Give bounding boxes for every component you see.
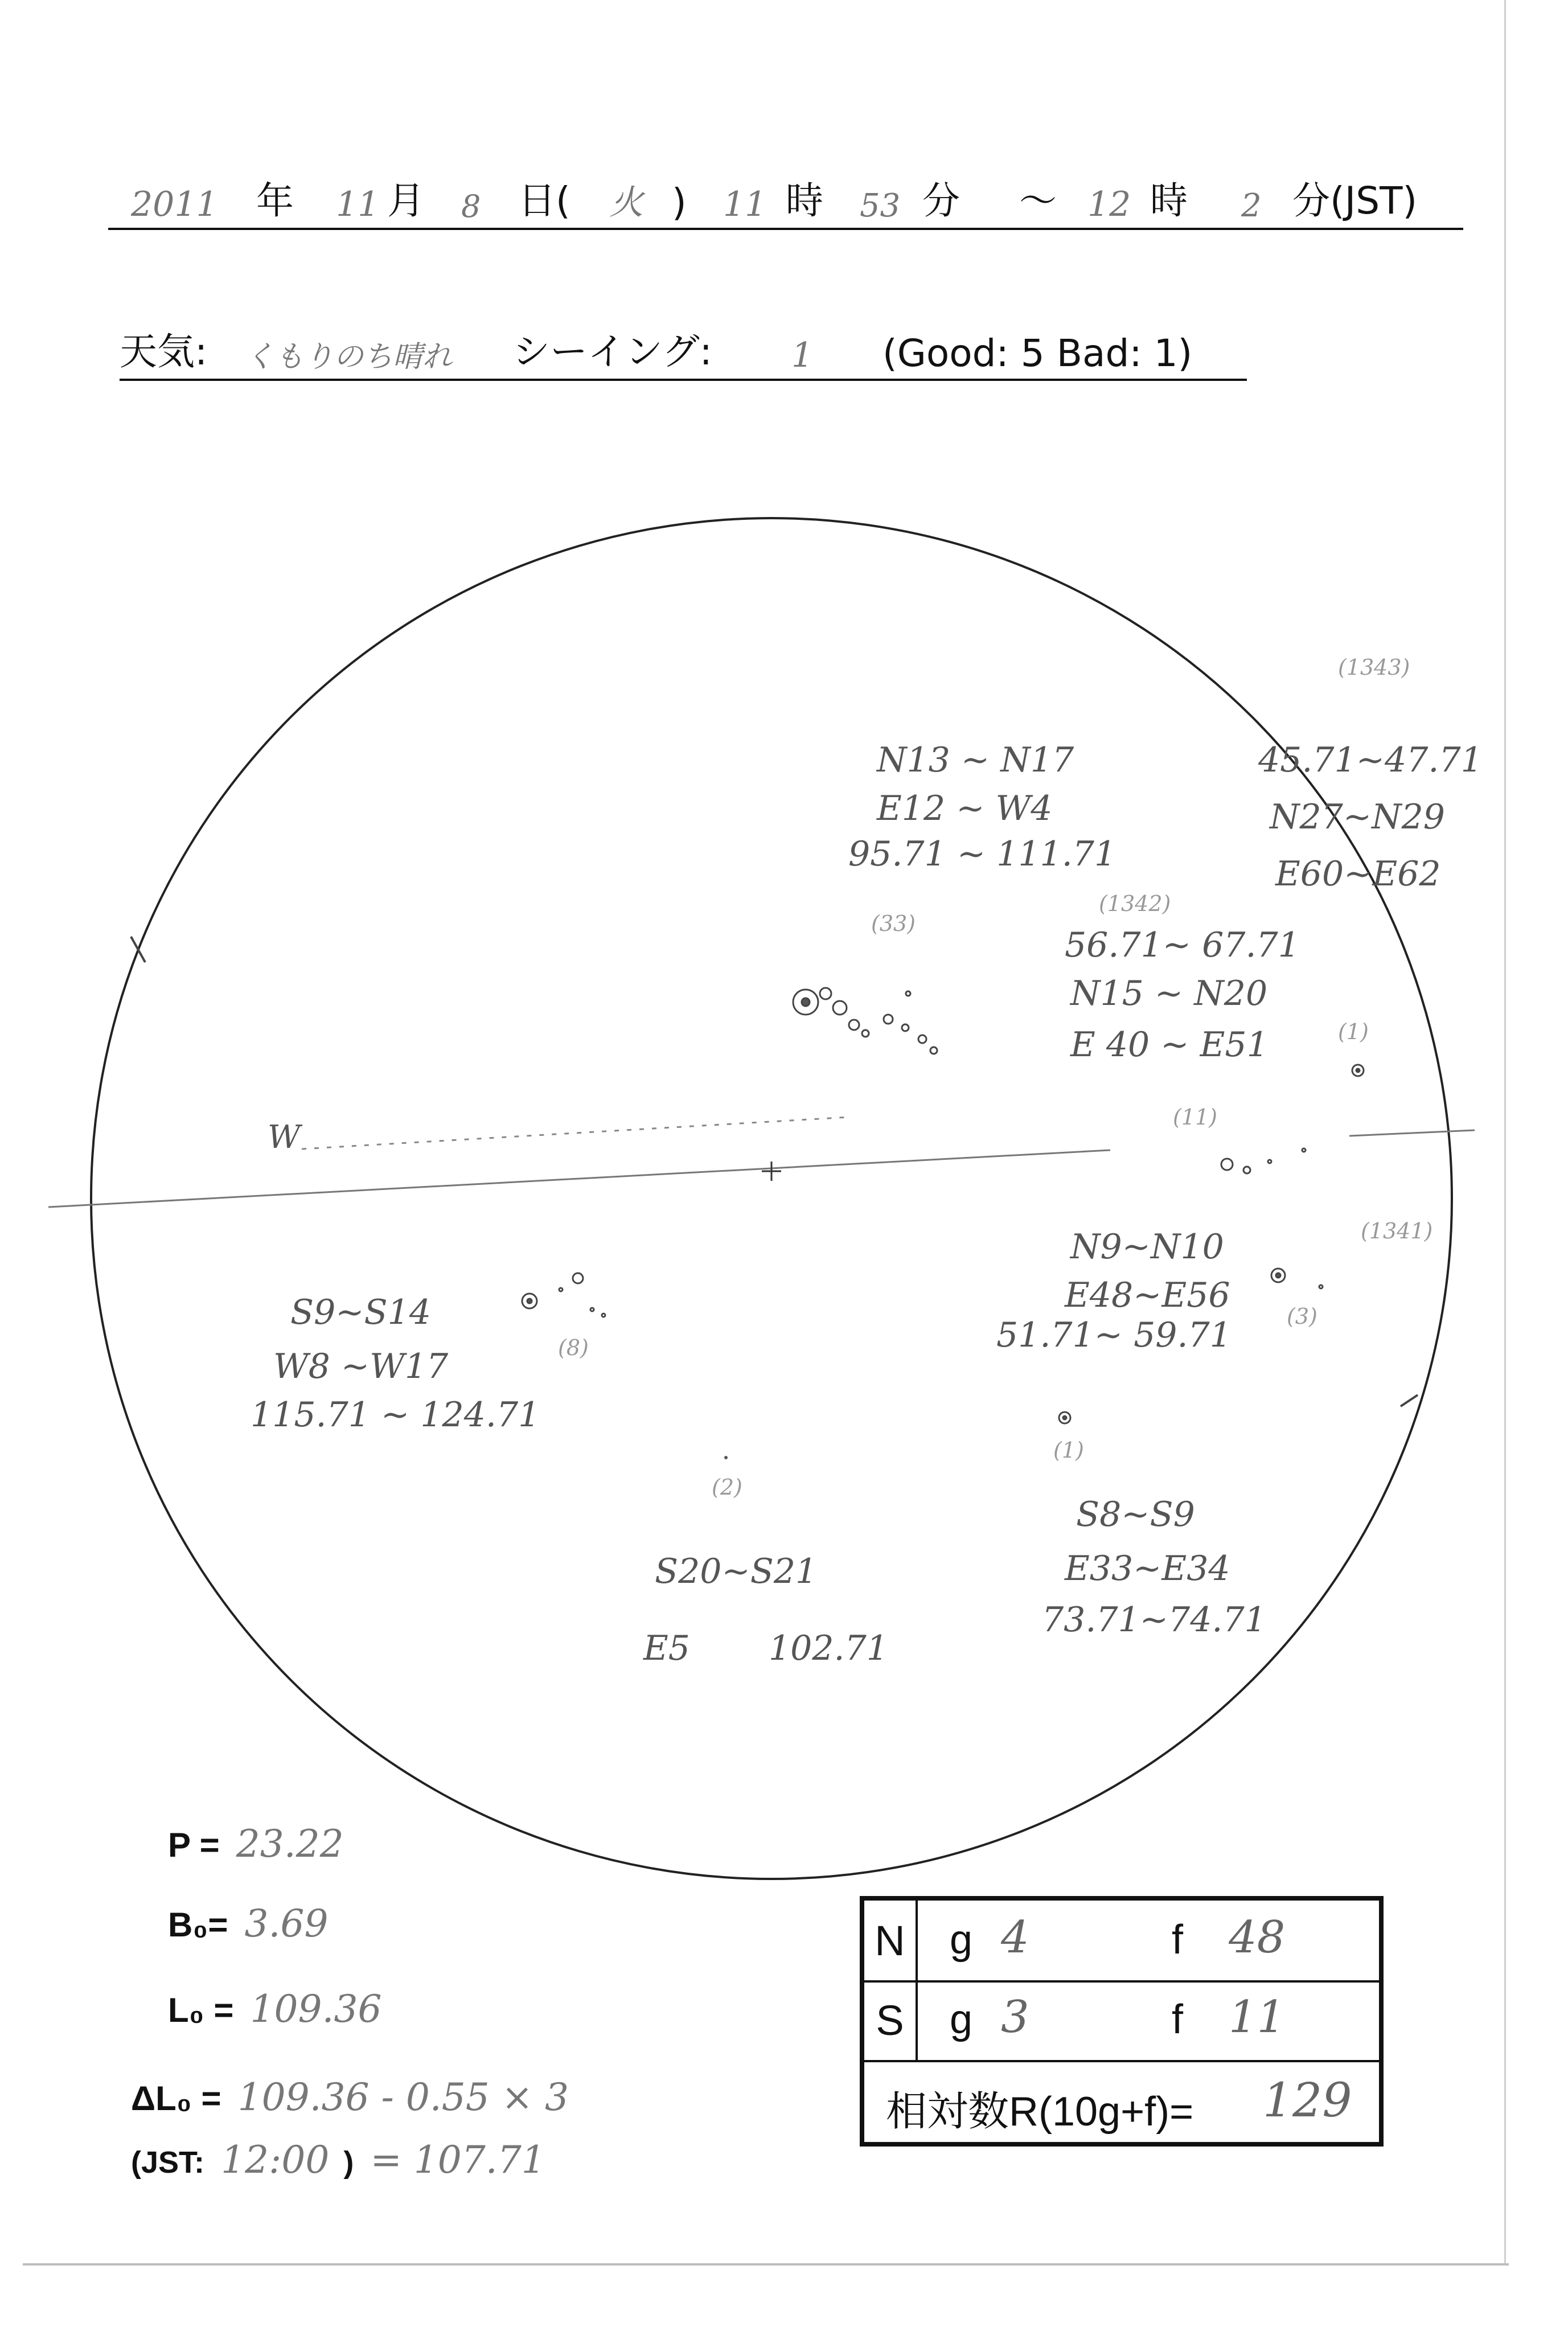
b0-value: 3.69 (244, 1902, 329, 1946)
group-latitude: N13 ~ N17 (877, 740, 1074, 780)
south-row (864, 1980, 1379, 2062)
l0-row (168, 1987, 381, 2031)
group-spot-count: (8) (558, 1335, 589, 1360)
b0-label: B₀= (168, 1906, 228, 1944)
group-carrington: 102.71 (769, 1628, 888, 1668)
group-carrington: 95.71 ~ 111.71 (848, 834, 1117, 874)
group-longitude: E12 ~ W4 (877, 789, 1053, 828)
sunspot-group (1221, 1148, 1306, 1173)
group-number: (1342) (1099, 891, 1171, 916)
group-longitude: W8 ~W17 (273, 1347, 449, 1386)
group-carrington: 56.71~ 67.71 (1065, 925, 1300, 965)
p-angle-label: P = (168, 1826, 220, 1864)
group-longitude: E33~E34 (1065, 1549, 1230, 1589)
solar-disk-outline (91, 518, 1452, 1879)
sunspot-group (522, 1273, 605, 1317)
weekday-close: ) (672, 180, 687, 224)
group-spot-count: (1) (1338, 1019, 1369, 1044)
start-minute-value: 53 (860, 187, 901, 224)
group-latitude: N15 ~ N20 (1070, 974, 1268, 1013)
start-minute-unit: 分 (922, 179, 960, 223)
weather-value: くもりのち晴れ (245, 340, 453, 374)
relative-number-row (864, 2060, 1379, 2142)
l0-value: 109.36 (250, 1987, 382, 2031)
l0-label: L₀ = (168, 1991, 234, 2029)
group-latitude: N9~N10 (1070, 1227, 1224, 1267)
end-hour-unit: 時 (1150, 179, 1188, 223)
group-carrington: 73.71~74.71 (1042, 1600, 1266, 1640)
group-longitude: E60~E62 (1275, 854, 1441, 894)
east-west-line (48, 1150, 1110, 1207)
jst-value: 12:00 (221, 2138, 330, 2182)
delta-l0-result: = 107.71 (370, 2138, 545, 2182)
group-longitude: E 40 ~ E51 (1070, 1025, 1269, 1065)
jst-label: (JST: (131, 2145, 205, 2180)
sunspot-group (1059, 1412, 1070, 1423)
p-angle-value: 23.22 (236, 1822, 344, 1866)
south-f-label: f (1172, 1997, 1184, 2042)
north-row (864, 1901, 1379, 1983)
east-west-line-right (1349, 1130, 1475, 1136)
seeing-label: シーイング: (512, 330, 712, 374)
group-latitude: S8~S9 (1076, 1495, 1195, 1534)
end-hour-value: 12 (1087, 184, 1131, 224)
west-label: W (268, 1119, 301, 1156)
south-g-label: g (950, 1997, 973, 2042)
delta-l0-label: ΔL₀ = (131, 2079, 221, 2117)
group-latitude: N27~N29 (1270, 797, 1445, 837)
month-value: 11 (336, 184, 380, 224)
jst-close: ) (343, 2145, 354, 2180)
day-unit: 日( (518, 179, 570, 223)
group-carrington: 45.71~47.71 (1258, 740, 1483, 780)
group-number: (1343) (1338, 655, 1410, 680)
group-spot-count: (33) (871, 911, 916, 936)
north-f-value: 48 (1229, 1912, 1286, 1963)
group-number: (1341) (1361, 1218, 1433, 1244)
weekday-value: 火 (609, 183, 643, 223)
south-f-value: 11 (1229, 1992, 1286, 2043)
end-minute-value: 2 (1241, 187, 1262, 224)
sunspot-group (1271, 1269, 1323, 1288)
relative-number-label: 相対数R(10g+f)= (886, 2089, 1194, 2135)
sunspot-count-table (860, 1896, 1384, 2147)
b0-row (168, 1902, 328, 1946)
year-unit: 年 (256, 179, 294, 223)
sunspot-group (1352, 1065, 1364, 1076)
month-unit: 月 (387, 179, 425, 223)
west-trail (302, 1117, 848, 1149)
sunspot-group (724, 1456, 728, 1459)
south-label: S (864, 1980, 918, 2060)
ephemeris-params (131, 1822, 700, 2221)
end-minute-unit: 分(JST) (1292, 179, 1418, 223)
group-latitude: S20~S21 (655, 1552, 818, 1591)
start-hour-unit: 時 (786, 179, 823, 223)
day-value: 8 (461, 188, 481, 224)
group-spot-count: (1) (1053, 1438, 1084, 1463)
group-longitude: E48~E56 (1065, 1275, 1230, 1315)
sunspot-group (793, 988, 937, 1054)
relative-number-value: 129 (1263, 2074, 1352, 2128)
group-latitude: S9~S14 (290, 1292, 432, 1332)
group-spot-count: (2) (712, 1475, 742, 1500)
time-range-tilde: ～ (1019, 179, 1057, 223)
group-carrington: 115.71 ~ 124.71 (251, 1395, 540, 1435)
south-g-value: 3 (1001, 1992, 1029, 2043)
group-spot-count: (11) (1173, 1105, 1218, 1130)
seeing-scale: (Good: 5 Bad: 1) (882, 331, 1193, 375)
year-value: 2011 (131, 184, 218, 224)
group-longitude: E5 (643, 1628, 690, 1668)
delta-l0-row (131, 2075, 569, 2119)
group-spot-count: (3) (1287, 1304, 1317, 1329)
north-label: N (864, 1901, 918, 1980)
weather-label: 天気: (120, 330, 208, 374)
jst-row (131, 2138, 545, 2182)
group-carrington: 51.71~ 59.71 (996, 1315, 1232, 1355)
start-hour-value: 11 (723, 184, 767, 224)
delta-l0-value: 109.36 - 0.55 × 3 (237, 2075, 569, 2119)
north-g-label: g (950, 1917, 973, 1963)
north-f-label: f (1172, 1917, 1184, 1963)
south-tick (1401, 1395, 1418, 1406)
seeing-value: 1 (791, 335, 814, 375)
p-angle-row (168, 1822, 344, 1866)
north-g-value: 4 (1001, 1912, 1029, 1963)
